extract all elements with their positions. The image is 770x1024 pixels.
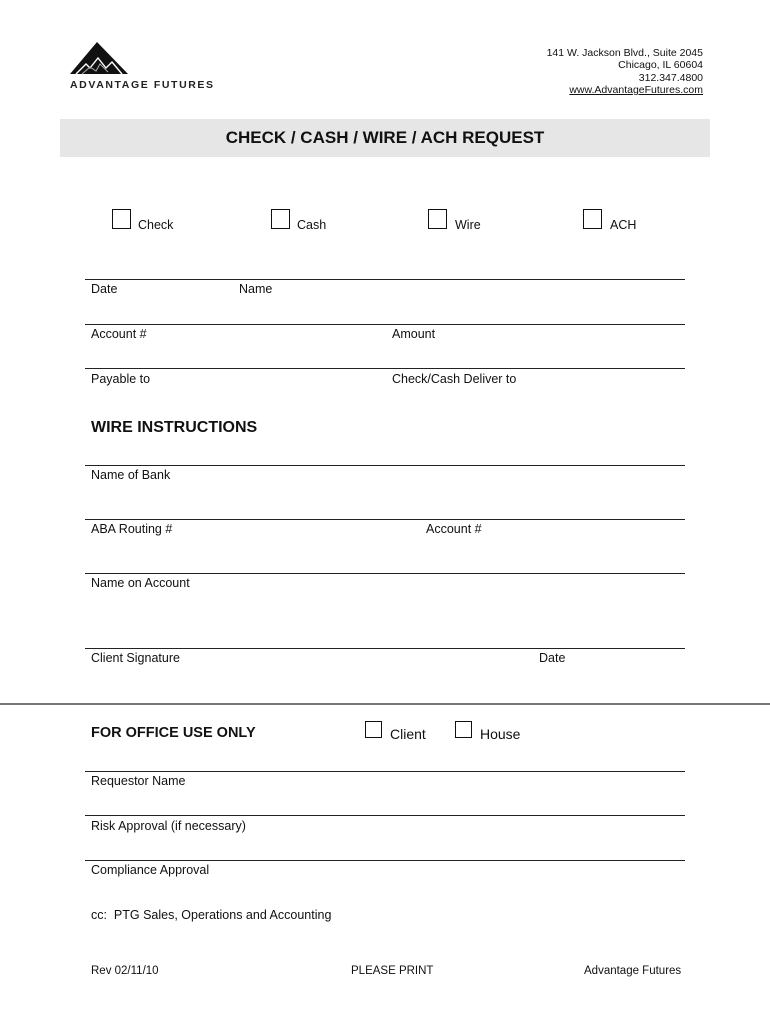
requestor-name-field-label: Requestor Name: [91, 774, 186, 788]
client-signature-field-label: Client Signature: [91, 651, 180, 665]
phone-number: 312.347.4800: [638, 71, 703, 84]
amount-field-label: Amount: [392, 327, 436, 341]
company-logo-text: ADVANTAGE FUTURES: [70, 79, 215, 91]
house-label: House: [480, 726, 521, 742]
field-rule: [85, 815, 685, 816]
wire-checkbox[interactable]: [428, 209, 447, 229]
footer-company: Advantage Futures: [584, 965, 682, 977]
client-checkbox[interactable]: [365, 721, 382, 738]
address-line-1: 141 W. Jackson Blvd., Suite 2045: [546, 47, 703, 59]
bank-name-field-label: Name of Bank: [91, 468, 171, 482]
section-divider: [0, 703, 770, 705]
field-rule: [85, 324, 685, 325]
wire-label: Wire: [455, 218, 481, 232]
field-rule: [85, 465, 685, 466]
field-rule: [85, 368, 685, 369]
revision-date: Rev 02/11/10: [91, 965, 159, 977]
company-address: [547, 47, 703, 97]
field-rule: [85, 573, 685, 574]
aba-routing-field-label: ABA Routing #: [91, 522, 173, 536]
check-checkbox[interactable]: [112, 209, 131, 229]
deliver-to-field-label: Check/Cash Deliver to: [392, 372, 517, 386]
field-rule: [85, 771, 685, 772]
cash-checkbox[interactable]: [271, 209, 290, 229]
wire-account-field-label: Account #: [426, 522, 482, 536]
date-field-label: Date: [91, 282, 118, 296]
client-label: Client: [390, 726, 426, 742]
risk-approval-field-label: Risk Approval (if necessary): [91, 819, 246, 833]
field-rule: [85, 279, 685, 280]
ach-label: ACH: [610, 218, 637, 232]
cash-label: Cash: [297, 218, 327, 232]
house-checkbox[interactable]: [455, 721, 472, 738]
mountain-logo-icon: [70, 40, 130, 76]
website-link[interactable]: www.AdvantageFutures.com: [569, 84, 703, 97]
field-rule: [85, 519, 685, 520]
wire-instructions-heading: WIRE INSTRUCTIONS: [91, 419, 258, 436]
office-use-heading: FOR OFFICE USE ONLY: [91, 725, 256, 741]
name-field-label: Name: [239, 282, 273, 296]
field-rule: [85, 860, 685, 861]
check-label: Check: [138, 218, 174, 232]
address-line-2: Chicago, IL 60604: [618, 59, 703, 72]
signature-date-field-label: Date: [539, 651, 566, 665]
payable-to-field-label: Payable to: [91, 372, 151, 386]
field-rule: [85, 648, 685, 649]
ach-checkbox[interactable]: [583, 209, 602, 229]
form-title: CHECK / CASH / WIRE / ACH REQUEST: [225, 128, 545, 147]
please-print-note: PLEASE PRINT: [351, 965, 434, 977]
compliance-approval-field-label: Compliance Approval: [91, 863, 210, 877]
name-on-account-field-label: Name on Account: [91, 576, 190, 590]
cc-distribution: cc: PTG Sales, Operations and Accounting: [91, 908, 332, 922]
account-field-label: Account #: [91, 327, 147, 341]
